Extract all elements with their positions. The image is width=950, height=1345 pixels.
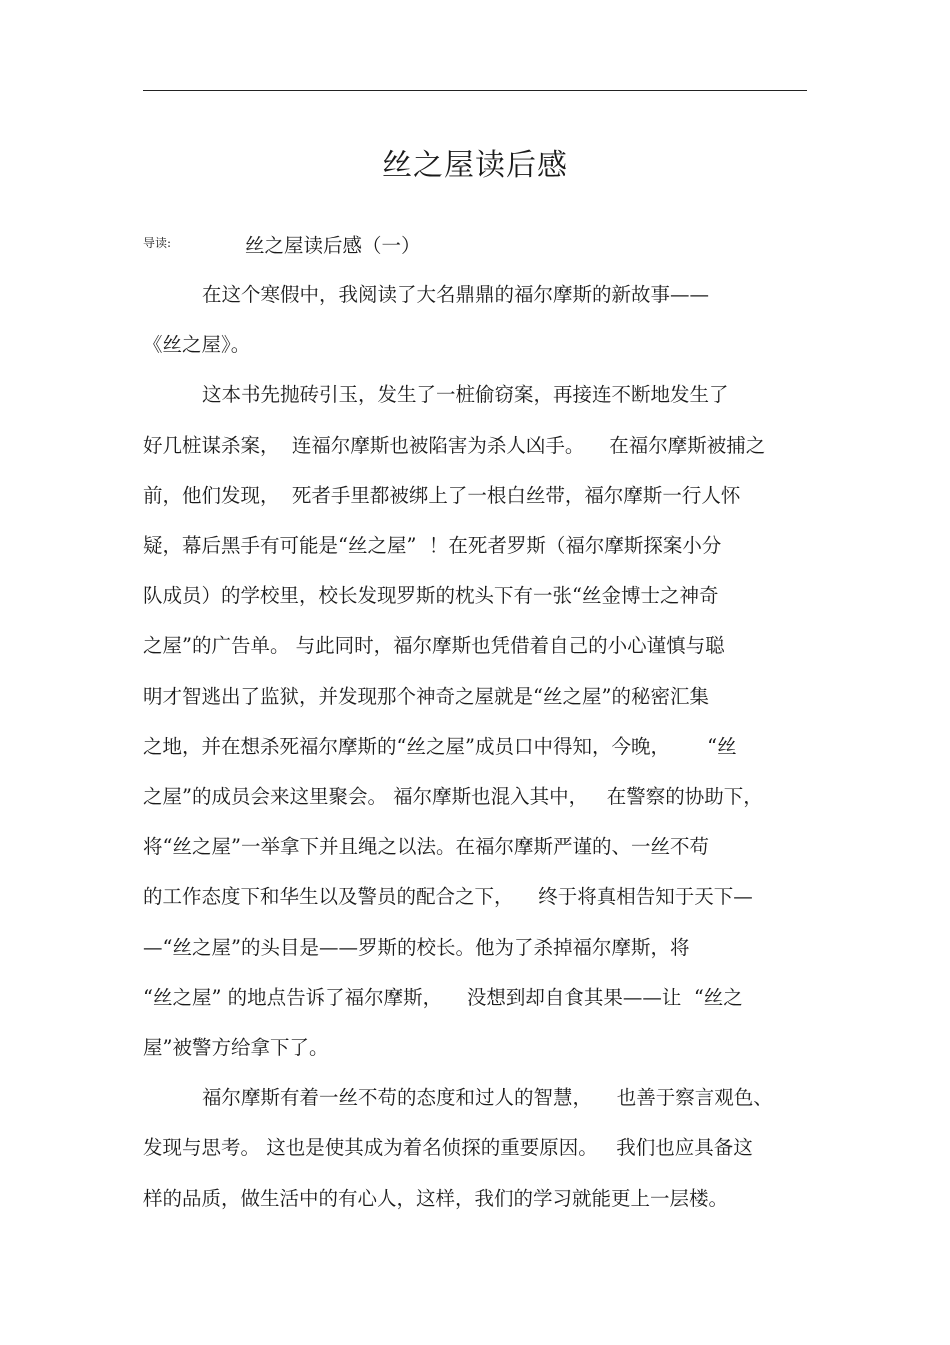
text-line: 将“丝之屋”一举拿下并且绳之以法。在福尔摩斯严谨的、一丝不苟 [143, 835, 709, 859]
header-rule [143, 90, 807, 91]
text-line: 《丝之屋》。 [143, 333, 251, 357]
text-line: 好几桩谋杀案， 连福尔摩斯也被陷害为杀人凶手。 在福尔摩斯被捕之 [143, 433, 766, 457]
text-line: “丝之屋” 的地点告诉了福尔摩斯， 没想到却自食其果——让 “丝之 [143, 985, 743, 1009]
text-line: 之地，并在想杀死福尔摩斯的“丝之屋”成员口中得知，今晚， “丝 [143, 734, 737, 758]
text-line: 屋”被警方给拿下了。 [143, 1036, 329, 1059]
text-line: 之屋”的成员会来这里聚会。 福尔摩斯也混入其中， 在警察的协助下， [143, 785, 763, 808]
text-line: 这本书先抛砖引玉，发生了一桩偷窃案，再接连不断地发生了 [202, 383, 729, 407]
text-line: 疑，幕后黑手有可能是“丝之屋” ！在死者罗斯（福尔摩斯探案小分 [143, 534, 722, 557]
text-line: 队成员）的学校里，校长发现罗斯的枕头下有一张“丝金博士之神奇 [143, 584, 719, 608]
text-line: 样的品质，做生活中的有心人，这样，我们的学习就能更上一层楼。 [143, 1186, 729, 1210]
text-line: 发现与思考。 这也是使其成为着名侦探的重要原因。 我们也应具备这 [143, 1136, 753, 1160]
text-line: —“丝之屋”的头目是——罗斯的校长。他为了杀掉福尔摩斯，将 [143, 935, 690, 959]
text-line: 前，他们发现， 死者手里都被绑上了一根白丝带，福尔摩斯一行人怀 [143, 483, 741, 507]
text-line: 福尔摩斯有着一丝不苟的态度和过人的智慧， 也善于察言观色、 [202, 1086, 773, 1110]
subtitle: 丝之屋读后感（一） [245, 234, 421, 257]
page-title: 丝之屋读后感 [382, 148, 568, 183]
text-line: 明才智逃出了监狱，并发现那个神奇之屋就是“丝之屋”的秘密汇集 [143, 684, 709, 708]
lead-label: 导读: [143, 236, 172, 250]
text-line: 在这个寒假中，我阅读了大名鼎鼎的福尔摩斯的新故事—— [202, 283, 710, 306]
text-line: 的工作态度下和华生以及警员的配合之下， 终于将真相告知于天下— [143, 885, 753, 909]
text-line: 之屋”的广告单。 与此同时，福尔摩斯也凭借着自己的小心谨慎与聪 [143, 634, 725, 658]
